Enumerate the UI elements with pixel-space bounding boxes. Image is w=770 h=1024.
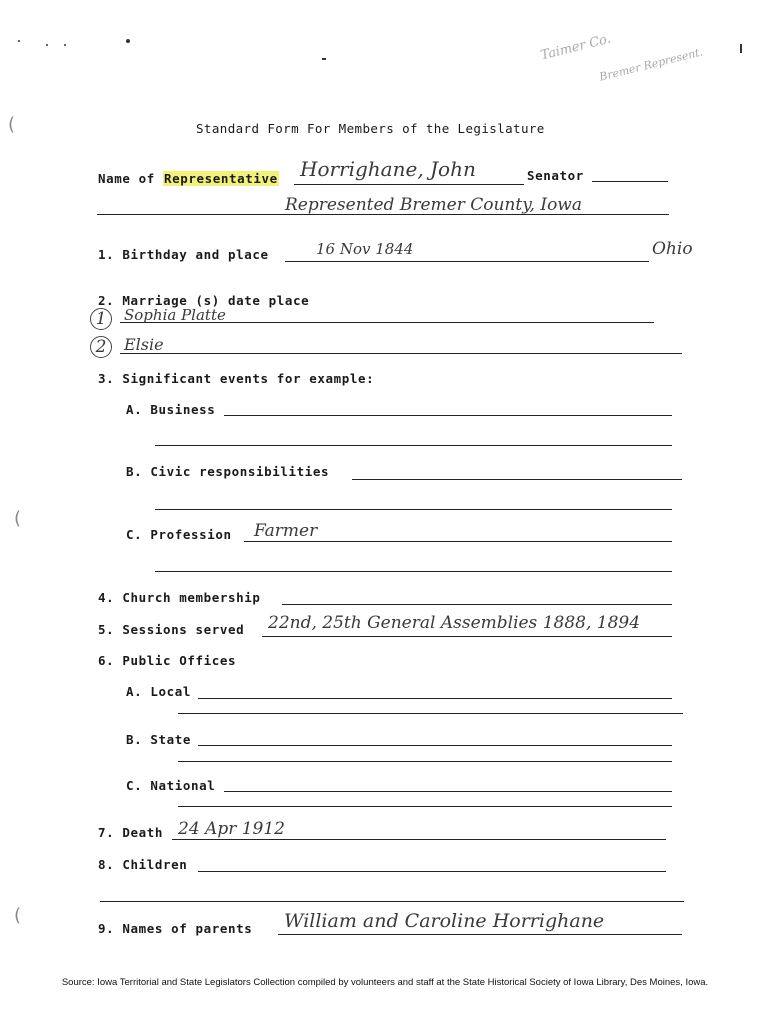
margin-bracket: (	[14, 508, 22, 529]
children-line-1	[198, 871, 666, 872]
scan-speck	[18, 40, 20, 42]
local-label: A. Local	[126, 684, 192, 699]
marriage-2-spouse: Elsie	[124, 335, 164, 354]
birthday-label: 1. Birthday and place	[98, 247, 269, 262]
name-line	[294, 184, 524, 185]
children-label: 8. Children	[98, 857, 188, 872]
state-line-1	[198, 745, 672, 746]
marriage-1-spouse: Sophia Platte	[124, 306, 226, 324]
senator-line	[592, 181, 668, 182]
represented-county: Represented Bremer County, Iowa	[285, 195, 582, 215]
profession-line-2	[155, 571, 672, 572]
source-caption: Source: Iowa Territorial and State Legislators Collection compiled by volunteers and staff at the State Historical Society of Iowa Library, Des Moines, Iowa.	[61, 977, 709, 988]
national-line-1	[224, 791, 672, 792]
representative-name: Horrighane, John	[300, 157, 476, 181]
margin-bracket: (	[8, 114, 16, 135]
marriage-line-1	[120, 322, 654, 323]
marriage-label: 2. Marriage (s) date place	[98, 293, 310, 308]
marriage-line-2	[120, 353, 682, 354]
significant-events-label: 3. Significant events for example:	[98, 371, 375, 386]
state-label: B. State	[126, 732, 192, 747]
profession-value: Farmer	[254, 521, 318, 541]
senator-label: Senator	[527, 168, 584, 183]
civic-line-1	[352, 479, 682, 480]
form-title: Standard Form For Members of the Legislature	[196, 121, 545, 136]
church-line	[282, 604, 672, 605]
business-line-1	[224, 415, 672, 416]
name-of-label	[98, 172, 279, 186]
scan-speck	[46, 44, 48, 46]
margin-bracket: (	[14, 905, 22, 926]
children-line-2	[100, 901, 684, 902]
marriage-2-number: 2	[90, 336, 112, 358]
public-offices-label: 6. Public Offices	[98, 653, 237, 668]
death-line	[172, 839, 666, 840]
representative-highlight: Representative	[164, 171, 278, 186]
profession-label: C. Profession	[126, 527, 232, 542]
corner-note: Taimer Co.	[539, 31, 613, 64]
church-label: 4. Church membership	[98, 590, 261, 605]
business-line-2	[155, 445, 672, 446]
profession-line-1	[244, 541, 672, 542]
name-line-2	[97, 214, 669, 215]
birthday-value: 16 Nov 1844	[316, 240, 414, 258]
civic-label: B. Civic responsibilities	[126, 464, 330, 479]
scan-speck	[64, 44, 66, 46]
sessions-label: 5. Sessions served	[98, 622, 245, 637]
local-line-1	[198, 698, 672, 699]
corner-note: Bremer Represent.	[598, 45, 705, 84]
parents-label: 9. Names of parents	[98, 921, 253, 936]
parents-value: William and Caroline Horrighane	[284, 910, 605, 932]
national-line-2	[178, 806, 672, 807]
scan-speck	[126, 39, 130, 43]
death-label: 7. Death	[98, 825, 164, 840]
death-value: 24 Apr 1912	[178, 819, 285, 839]
state-line-2	[178, 761, 672, 762]
birthday-line	[285, 261, 649, 262]
civic-line-2	[155, 509, 672, 510]
marriage-1-number: 1	[90, 308, 112, 330]
sessions-line	[262, 636, 672, 637]
scan-speck	[322, 58, 326, 60]
scan-speck	[740, 44, 742, 53]
local-line-2	[178, 713, 683, 714]
parents-line	[278, 934, 682, 935]
national-label: C. National	[126, 778, 216, 793]
business-label: A. Business	[126, 402, 216, 417]
birthplace-value: Ohio	[652, 239, 693, 259]
name-of-text: Name of	[98, 171, 155, 186]
sessions-value: 22nd, 25th General Assemblies 1888, 1894	[268, 613, 641, 633]
